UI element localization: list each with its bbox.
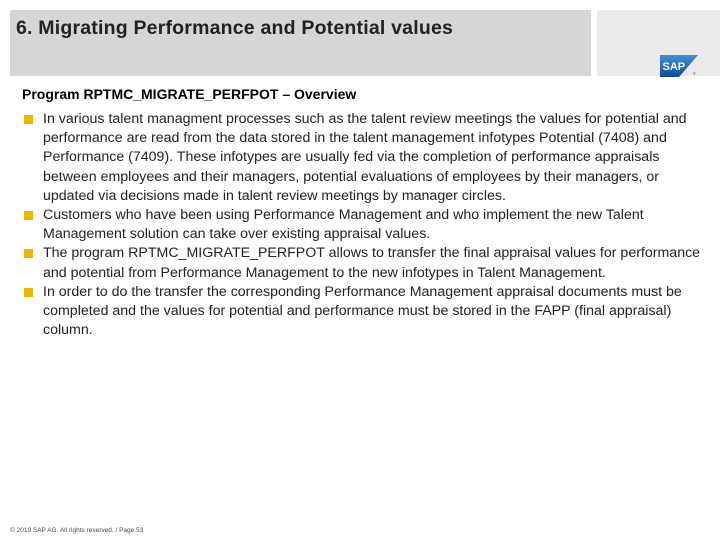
bullet-item bbox=[22, 244, 702, 282]
title-bar bbox=[10, 10, 591, 76]
bullet-square-icon bbox=[24, 211, 33, 220]
sap-logo-icon bbox=[660, 55, 698, 77]
svg-text:®: ® bbox=[693, 72, 696, 76]
slide-content bbox=[22, 84, 702, 340]
sap-logo-text: SAP bbox=[662, 61, 686, 73]
bullet-text: Customers who have been using Performance Management and who implement the new Talent Management solution can take over existing appraisal values. bbox=[43, 207, 644, 243]
logo-panel bbox=[597, 10, 720, 76]
bullet-item bbox=[22, 283, 702, 341]
bullet-square-icon bbox=[24, 249, 33, 258]
bullet-list bbox=[22, 110, 702, 340]
bullet-item bbox=[22, 110, 702, 206]
bullet-square-icon bbox=[24, 115, 33, 124]
bullet-item bbox=[22, 206, 702, 244]
footer-copyright: © 2010 SAP AG. All rights reserved. / Page 53 bbox=[10, 527, 144, 534]
bullet-text: In order to do the transfer the corresponding Performance Management appraisal documents must be completed and the values for potential and performance must be stored in the FAPP (final appraisal) column. bbox=[43, 283, 682, 339]
subtitle: Program RPTMC_MIGRATE_PERFPOT – Overview bbox=[22, 86, 357, 102]
bullet-text: In various talent managment processes such as the talent review meetings the values for potential and performance are read from the data stored in the talent management infotypes Potential (7408) and Performance (7409). These infotypes are usually fed via the completion of performance appraisals between employees and their managers, potential evaluations of employees by their managers, or updated via decisions made in talent review meetings by manager circles. bbox=[43, 111, 687, 204]
bullet-square-icon bbox=[24, 288, 33, 297]
slide-title: 6. Migrating Performance and Potential values bbox=[16, 17, 454, 39]
bullet-text: The program RPTMC_MIGRATE_PERFPOT allows to transfer the final appraisal values for performance and potential from Performance Management to the new infotypes in Talent Management. bbox=[43, 245, 701, 281]
